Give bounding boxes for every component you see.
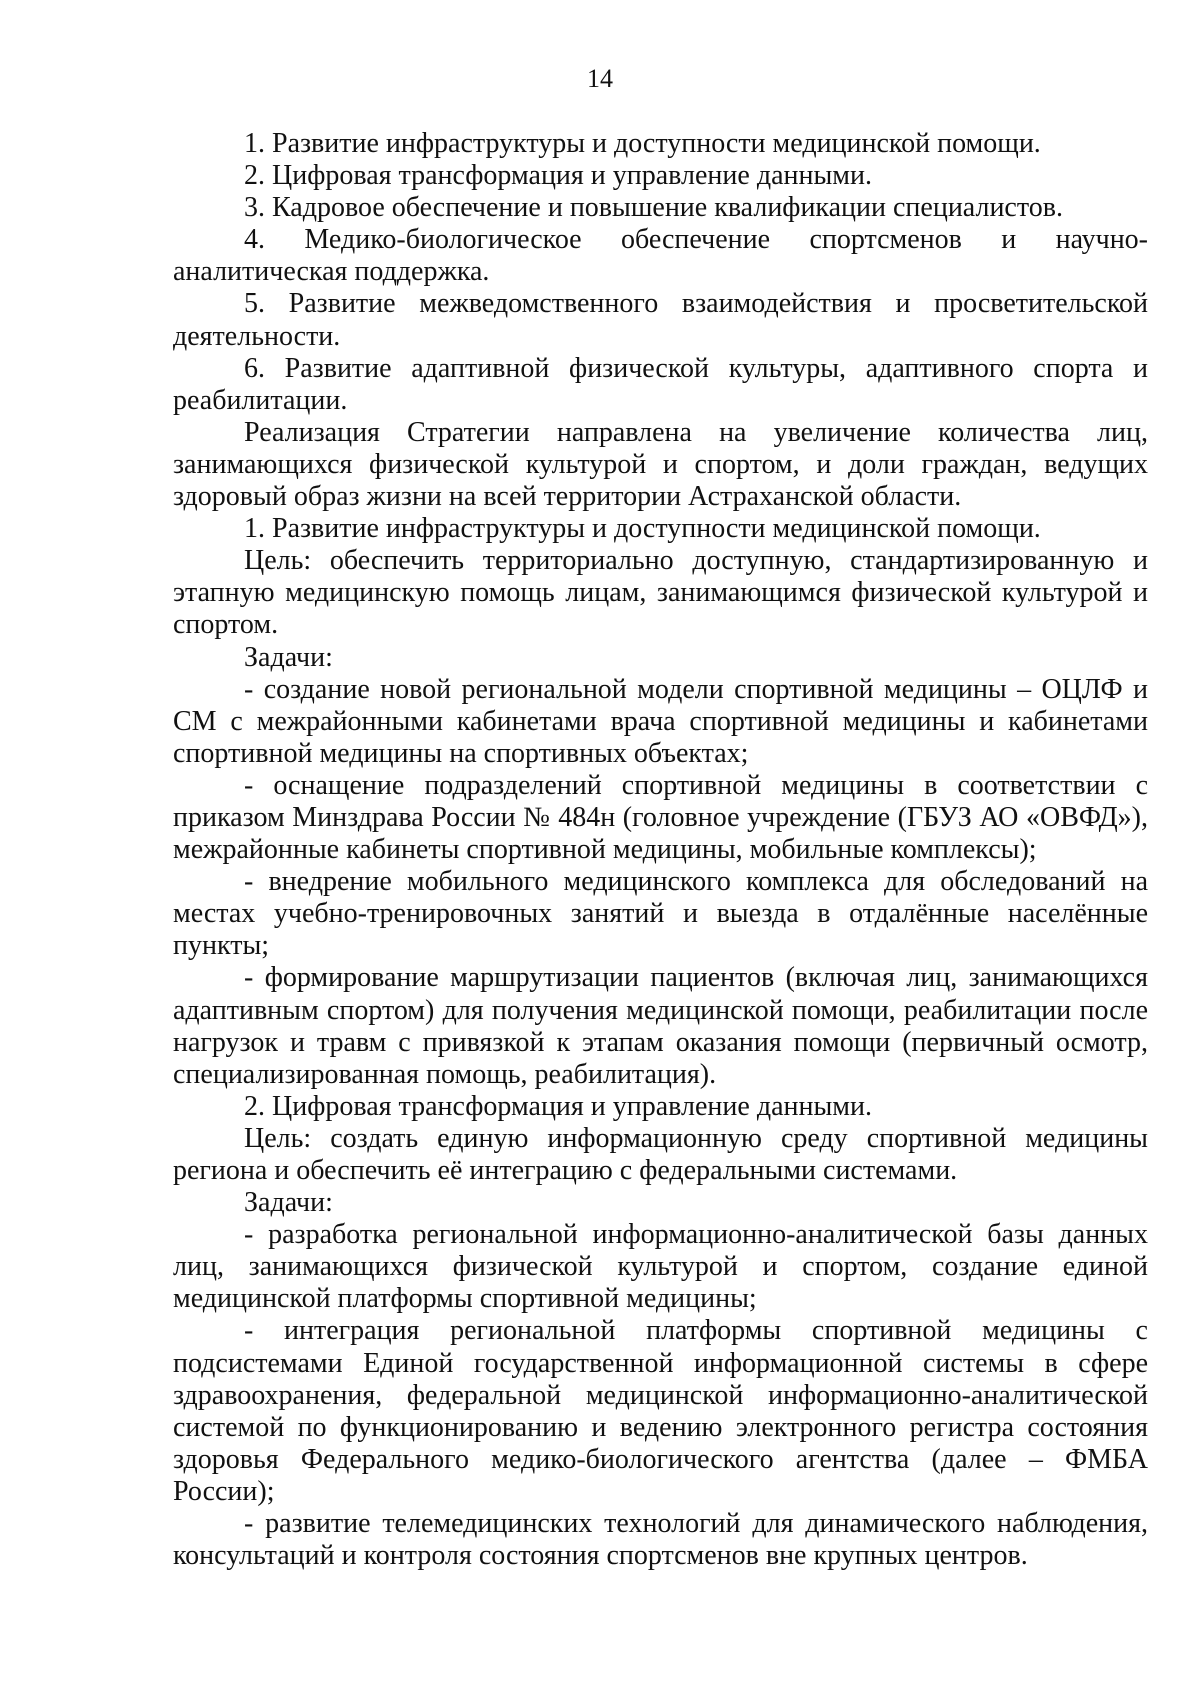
document-body xyxy=(173,128,1148,1572)
section-1-tasks-label: Задачи: xyxy=(244,641,333,673)
list-item-4: 4. Медико-биологическое обеспечение спортсменов и научно-аналитическая поддержка. xyxy=(173,224,1148,288)
section-2-task-3: - развитие телемедицинских технологий для динамического наблюдения, консультаций и контроля состояния спортсменов вне крупных центров. xyxy=(173,1508,1148,1572)
section-2-task-2: - интеграция региональной платформы спортивной медицины с подсистемами Единой государственной информационной системы в сфере здравоохранения, федеральной медицинской информационно-аналитической системой по функционированию и ведению электронного регистра состояния здоровья Федерального медико-биологического агентства (далее – ФМБА России); xyxy=(173,1315,1148,1507)
section-heading-1: 1. Развитие инфраструктуры и доступности медицинской помощи. xyxy=(244,513,1041,545)
section-2-goal: Цель: создать единую информационную среду спортивной медицины региона и обеспечить её интеграцию с федеральными системами. xyxy=(173,1122,1148,1186)
section-2-task-1: - разработка региональной информационно-аналитической базы данных лиц, занимающихся физической культурой и спортом, создание единой медицинской платформы спортивной медицины; xyxy=(173,1219,1148,1315)
page-number: 14 xyxy=(587,64,613,93)
strategy-paragraph: Реализация Стратегии направлена на увеличение количества лиц, занимающихся физической культурой и спортом, и доли граждан, ведущих здоровый образ жизни на всей территории Астраханской области. xyxy=(173,416,1148,513)
section-heading-2: 2. Цифровая трансформация и управление данными. xyxy=(244,1090,872,1122)
list-item-5: 5. Развитие межведомственного взаимодействия и просветительской деятельности. xyxy=(173,288,1148,352)
section-1-goal: Цель: обеспечить территориально доступную, стандартизированную и этапную медицинскую помощь лицам, занимающимся физической культурой и спортом. xyxy=(173,545,1148,641)
list-item-3: 3. Кадровое обеспечение и повышение квалификации специалистов. xyxy=(244,192,1063,224)
section-1-task-1: - создание новой региональной модели спортивной медицины – ОЦЛФ и СМ с межрайонными кабинетами врача спортивной медицины и кабинетами спортивной медицины на спортивных объектах; xyxy=(173,673,1148,769)
section-2-tasks-label: Задачи: xyxy=(244,1187,333,1219)
section-1-task-2: - оснащение подразделений спортивной медицины в соответствии с приказом Минздрава России № 484н (головное учреждение (ГБУЗ АО «ОВФД»), межрайонные кабинеты спортивной медицины, мобильные комплексы); xyxy=(173,769,1148,866)
section-1-task-3: - внедрение мобильного медицинского комплекса для обследований на местах учебно-тренировочных занятий и выезда в отдалённые населённые пункты; xyxy=(173,866,1148,962)
section-1-task-4: - формирование маршрутизации пациентов (включая лиц, занимающихся адаптивным спортом) для получения медицинской помощи, реабилитации после нагрузок и травм с привязкой к этапам оказания помощи (первичный осмотр, специализированная помощь, реабилитация). xyxy=(173,962,1148,1090)
list-item-2: 2. Цифровая трансформация и управление данными. xyxy=(244,160,872,192)
list-item-6: 6. Развитие адаптивной физической культуры, адаптивного спорта и реабилитации. xyxy=(173,352,1148,416)
list-item-1: 1. Развитие инфраструктуры и доступности медицинской помощи. xyxy=(244,128,1041,159)
